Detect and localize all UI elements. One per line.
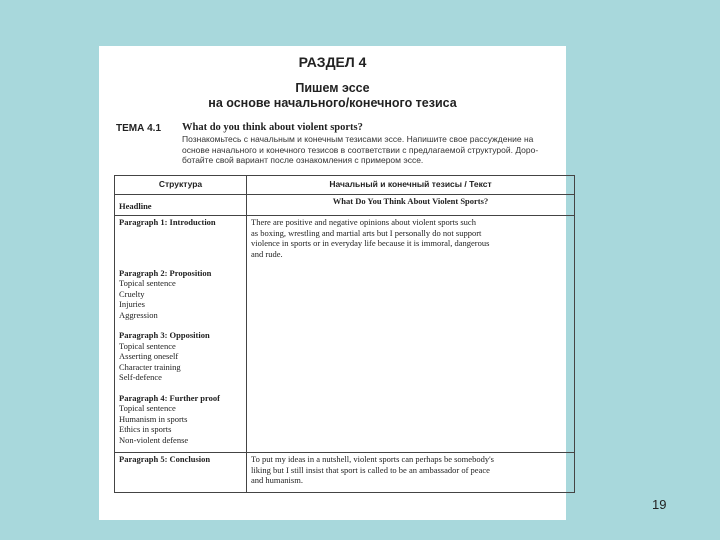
paragraph-item: Ethics in sports — [119, 424, 172, 434]
paragraph-item: Non-violent defense — [119, 434, 189, 445]
paragraph-item: Humanism in sports — [119, 413, 188, 424]
conclusion-text-line: and humanism. — [251, 475, 303, 485]
introduction-text-line: and rude. — [251, 248, 283, 259]
headline-label: Headline — [119, 201, 152, 211]
table-header-row — [115, 176, 575, 195]
header-theses-text: Начальный и конечный тезисы / Текст — [247, 176, 575, 195]
slide-page-number: 19 — [652, 497, 667, 512]
paragraph-label: Paragraph 1: Introduction — [119, 217, 216, 227]
document-page — [99, 46, 566, 520]
headline-text: What Do You Think About Violent Sports? — [332, 196, 489, 206]
essay-structure-table — [114, 175, 575, 493]
table-row — [115, 195, 575, 216]
conclusion-text-line: To put my ideas in a nutshell, violent sports can perhaps be somebody's — [251, 454, 494, 464]
paragraph-item: Injuries — [119, 299, 145, 309]
instructions — [182, 134, 572, 166]
paragraph-label: Paragraph 3: Opposition — [119, 330, 210, 340]
paragraph-item: Topical sentence — [119, 403, 176, 413]
instructions-line: ботайте свой вариант после ознакомления с примером эссе. — [182, 155, 424, 165]
paragraph-item: Asserting oneself — [119, 351, 179, 361]
table-row — [115, 216, 575, 453]
conclusion-text-line: liking but I still insist that sport is called to be an ambassador of peace — [251, 464, 490, 475]
introduction-text-line: There are positive and negative opinions about violent sports such — [251, 217, 476, 227]
header-structure: Структура — [115, 176, 247, 195]
paragraph-item: Character training — [119, 361, 181, 372]
table-row — [115, 453, 575, 493]
instructions-line: Познакомьтесь с начальным и конечным тезисами эссе. Напишите свое рассуждение на — [182, 134, 534, 144]
conclusion-text-cell — [247, 453, 575, 493]
paragraph-item: Self-defence — [119, 372, 162, 382]
paragraph-label: Paragraph 5: Conclusion — [119, 454, 211, 464]
paragraph-item: Cruelty — [119, 288, 145, 299]
section-title: РАЗДЕЛ 4 — [298, 54, 367, 70]
paragraph-item: Topical sentence — [119, 278, 176, 288]
headline-label-cell — [115, 195, 247, 216]
paragraph-item: Topical sentence — [119, 340, 176, 351]
paragraph-item: Aggression — [119, 309, 158, 320]
paragraph-label: Paragraph 4: Further proof — [119, 392, 220, 403]
introduction-text-line: as boxing, wrestling and martial arts but I personally do not support — [251, 227, 482, 238]
introduction-text-line: violence in sports or in everyday life because it is immoral, dangerous — [251, 238, 490, 248]
paragraphs-structure-cell — [115, 216, 247, 453]
instructions-line: основе начального и конечного тезисов в соответствии с предлагаемой структурой. Доро- — [182, 144, 539, 155]
paragraph-label: Paragraph 2: Proposition — [119, 267, 212, 278]
conclusion-label-cell — [115, 453, 247, 493]
tema-title: What do you think about violent sports? — [182, 122, 363, 133]
essay-heading-line1: Пишем эссе — [295, 81, 370, 95]
tema-label: ТЕМА 4.1 — [116, 123, 162, 134]
essay-heading-line2: на основе начального/конечного тезиса — [208, 96, 457, 110]
introduction-text-cell — [247, 216, 575, 453]
headline-text-cell — [247, 195, 575, 216]
